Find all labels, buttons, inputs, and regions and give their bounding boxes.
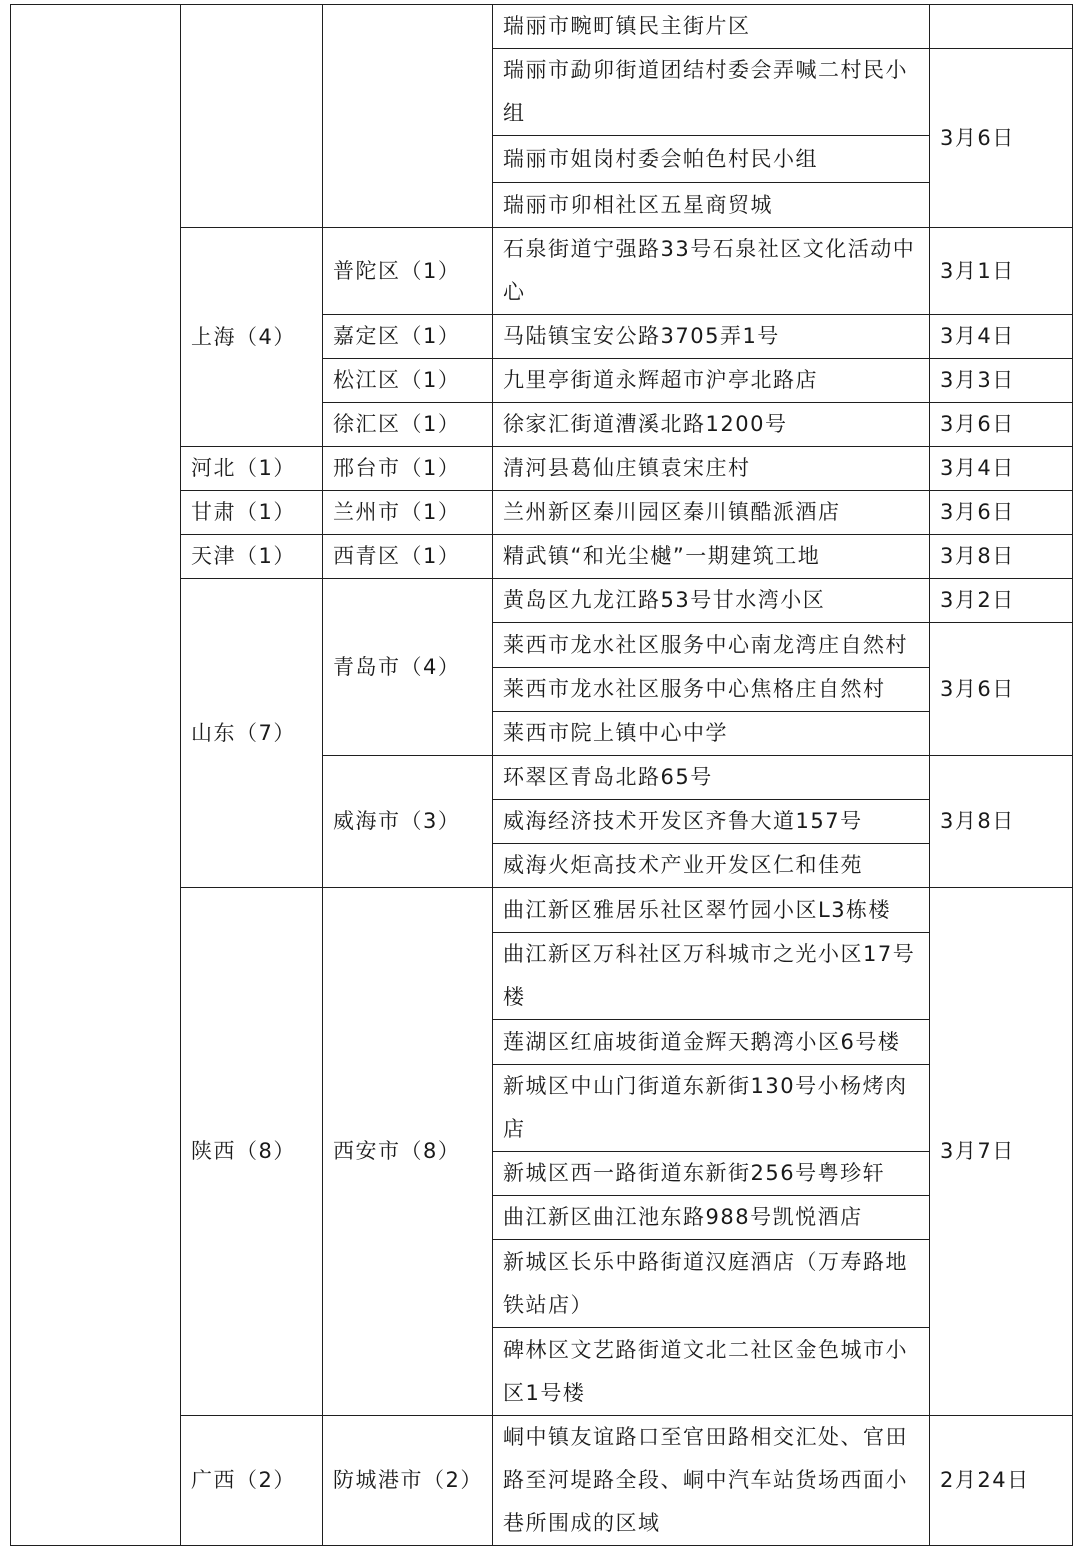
location-cell: 清河县葛仙庄镇袁宋庄村 (493, 447, 930, 491)
location-cell: 精武镇“和光尘樾”一期建筑工地 (493, 535, 930, 579)
city-cell: 嘉定区（1） (323, 315, 493, 359)
province-cell (181, 5, 323, 228)
date-cell (930, 5, 1073, 49)
city-cell: 邢台市（1） (323, 447, 493, 491)
province-cell: 上海（4） (181, 228, 323, 447)
location-cell: 莱西市龙水社区服务中心焦格庄自然村 (493, 668, 930, 712)
location-cell: 新城区西一路街道东新街256号粤珍轩 (493, 1152, 930, 1196)
location-cell: 瑞丽市姐岗村委会帕色村民小组 (493, 136, 930, 183)
date-cell: 3月8日 (930, 756, 1073, 888)
date-cell: 3月6日 (930, 49, 1073, 228)
location-cell: 兰州新区秦川园区秦川镇酷派酒店 (493, 491, 930, 535)
location-cell: 曲江新区万科社区万科城市之光小区17号楼 (493, 933, 930, 1020)
city-cell: 防城港市（2） (323, 1416, 493, 1546)
city-cell: 徐汇区（1） (323, 403, 493, 447)
location-cell: 莱西市龙水社区服务中心南龙湾庄自然村 (493, 623, 930, 668)
city-cell: 西青区（1） (323, 535, 493, 579)
city-cell: 松江区（1） (323, 359, 493, 403)
date-cell: 3月6日 (930, 403, 1073, 447)
location-cell: 环翠区青岛北路65号 (493, 756, 930, 800)
province-cell: 河北（1） (181, 447, 323, 491)
location-cell: 曲江新区曲江池东路988号凯悦酒店 (493, 1196, 930, 1240)
city-cell (323, 5, 493, 228)
province-cell: 陕西（8） (181, 888, 323, 1416)
city-cell: 西安市（8） (323, 888, 493, 1416)
location-cell: 莱西市院上镇中心中学 (493, 712, 930, 756)
location-cell: 石泉街道宁强路33号石泉社区文化活动中心 (493, 228, 930, 315)
date-cell: 3月4日 (930, 447, 1073, 491)
province-cell: 山东（7） (181, 579, 323, 888)
date-cell: 3月6日 (930, 491, 1073, 535)
location-cell: 新城区中山门街道东新街130号小杨烤肉店 (493, 1065, 930, 1152)
location-cell: 峒中镇友谊路口至官田路相交汇处、官田路至河堤路全段、峒中汽车站货场西面小巷所围成的区域 (493, 1416, 930, 1546)
city-cell: 青岛市（4） (323, 579, 493, 756)
date-cell: 3月3日 (930, 359, 1073, 403)
province-cell: 广西（2） (181, 1416, 323, 1546)
city-cell: 普陀区（1） (323, 228, 493, 315)
table-row (11, 5, 1073, 49)
location-cell: 黄岛区九龙江路53号甘水湾小区 (493, 579, 930, 623)
location-cell: 瑞丽市卯相社区五星商贸城 (493, 183, 930, 228)
date-cell: 3月8日 (930, 535, 1073, 579)
city-cell: 兰州市（1） (323, 491, 493, 535)
location-cell: 莲湖区红庙坡街道金辉天鹅湾小区6号楼 (493, 1020, 930, 1065)
location-cell: 威海经济技术开发区齐鲁大道157号 (493, 800, 930, 844)
province-cell: 甘肃（1） (181, 491, 323, 535)
location-cell: 碑林区文艺路街道文北二社区金色城市小区1号楼 (493, 1328, 930, 1416)
leading-blank-column (11, 5, 181, 1546)
location-cell: 瑞丽市勐卯街道团结村委会弄喊二村民小组 (493, 49, 930, 136)
location-cell: 新城区长乐中路街道汉庭酒店（万寿路地铁站店） (493, 1240, 930, 1328)
date-cell: 2月24日 (930, 1416, 1073, 1546)
location-cell: 瑞丽市畹町镇民主街片区 (493, 5, 930, 49)
location-cell: 九里亭街道永辉超市沪亭北路店 (493, 359, 930, 403)
province-cell: 天津（1） (181, 535, 323, 579)
date-cell: 3月1日 (930, 228, 1073, 315)
location-cell: 徐家汇街道漕溪北路1200号 (493, 403, 930, 447)
location-cell: 马陆镇宝安公路3705弄1号 (493, 315, 930, 359)
date-cell: 3月6日 (930, 623, 1073, 756)
location-cell: 曲江新区雅居乐社区翠竹园小区L3栋楼 (493, 888, 930, 933)
date-cell: 3月2日 (930, 579, 1073, 623)
date-cell: 3月7日 (930, 888, 1073, 1416)
city-cell: 威海市（3） (323, 756, 493, 888)
date-cell: 3月4日 (930, 315, 1073, 359)
location-cell: 威海火炬高技术产业开发区仁和佳苑 (493, 844, 930, 888)
risk-area-table (10, 4, 1073, 1546)
